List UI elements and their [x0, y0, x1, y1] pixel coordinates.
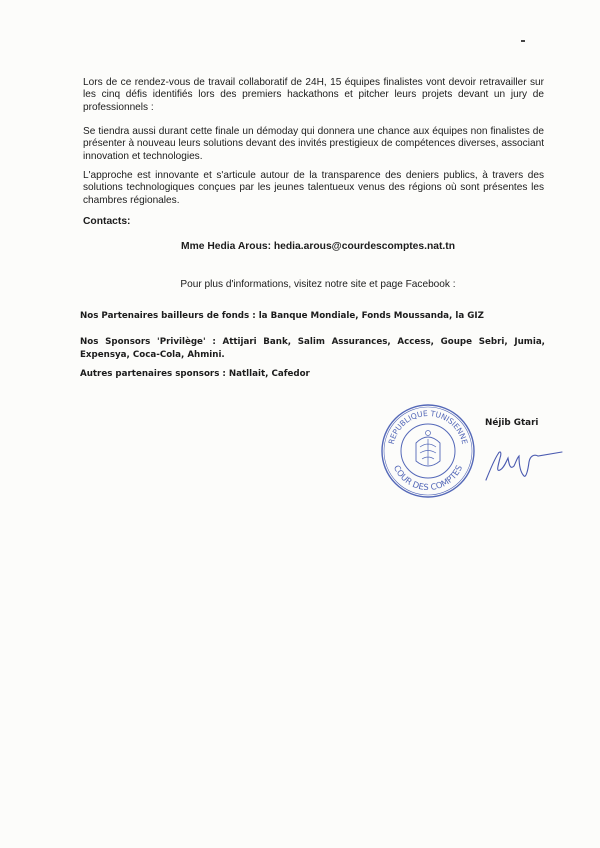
seal-emblem-star [426, 431, 431, 436]
official-seal [380, 403, 476, 499]
seal-top-text: REPUBLIQUE TUNISIENNE [386, 408, 470, 446]
paragraph-demoday: Se tiendra aussi durant cette finale un démoday qui donnera une chance aux équipes non finalistes de présenter à nouveau leurs solutions devant des invités prestigieux de compétences diverses, associant innovation et technologies. [83, 126, 544, 162]
seal-emblem-detail [420, 439, 436, 465]
signature-stroke [486, 452, 562, 480]
handwritten-signature [482, 440, 566, 484]
scan-speck [521, 40, 525, 42]
sponsors-line: Nos Sponsors 'Privilège' : Attijari Bank, Salim Assurances, Access, Goupe Sebri, Jumia, Expensya, Coca-Cola, Ahmini. [80, 337, 545, 360]
contact-person-email: Mme Hedia Arous: hedia.arous@courdescomptes.nat.tn [181, 241, 455, 252]
funding-partners-line: Nos Partenaires bailleurs de fonds : la Banque Mondiale, Fonds Moussanda, la GIZ [80, 311, 484, 321]
paragraph-approach: L'approche est innovante et s'articule autour de la transparence des deniers publics, à travers des solutions technologiques conçues par les jeunes talentueux venus des régions où sont présentes les chambres régionales. [83, 170, 544, 206]
contacts-heading: Contacts: [83, 216, 131, 227]
more-info-line: Pour plus d'informations, visitez notre site et page Facebook : [180, 279, 456, 290]
seal-bottom-text: COUR DES COMPTES [391, 463, 465, 493]
other-sponsors-line: Autres partenaires sponsors : Natllait, Cafedor [80, 369, 310, 379]
paragraph-collaborative-work: Lors de ce rendez-vous de travail collaboratif de 24H, 15 équipes finalistes vont devoir retravailler sur les cinq défis identifiés lors des premiers hackathons et pitcher leurs projets devant un jury de professionnels : [83, 77, 544, 113]
signer-name: Néjib Gtari [485, 418, 539, 428]
